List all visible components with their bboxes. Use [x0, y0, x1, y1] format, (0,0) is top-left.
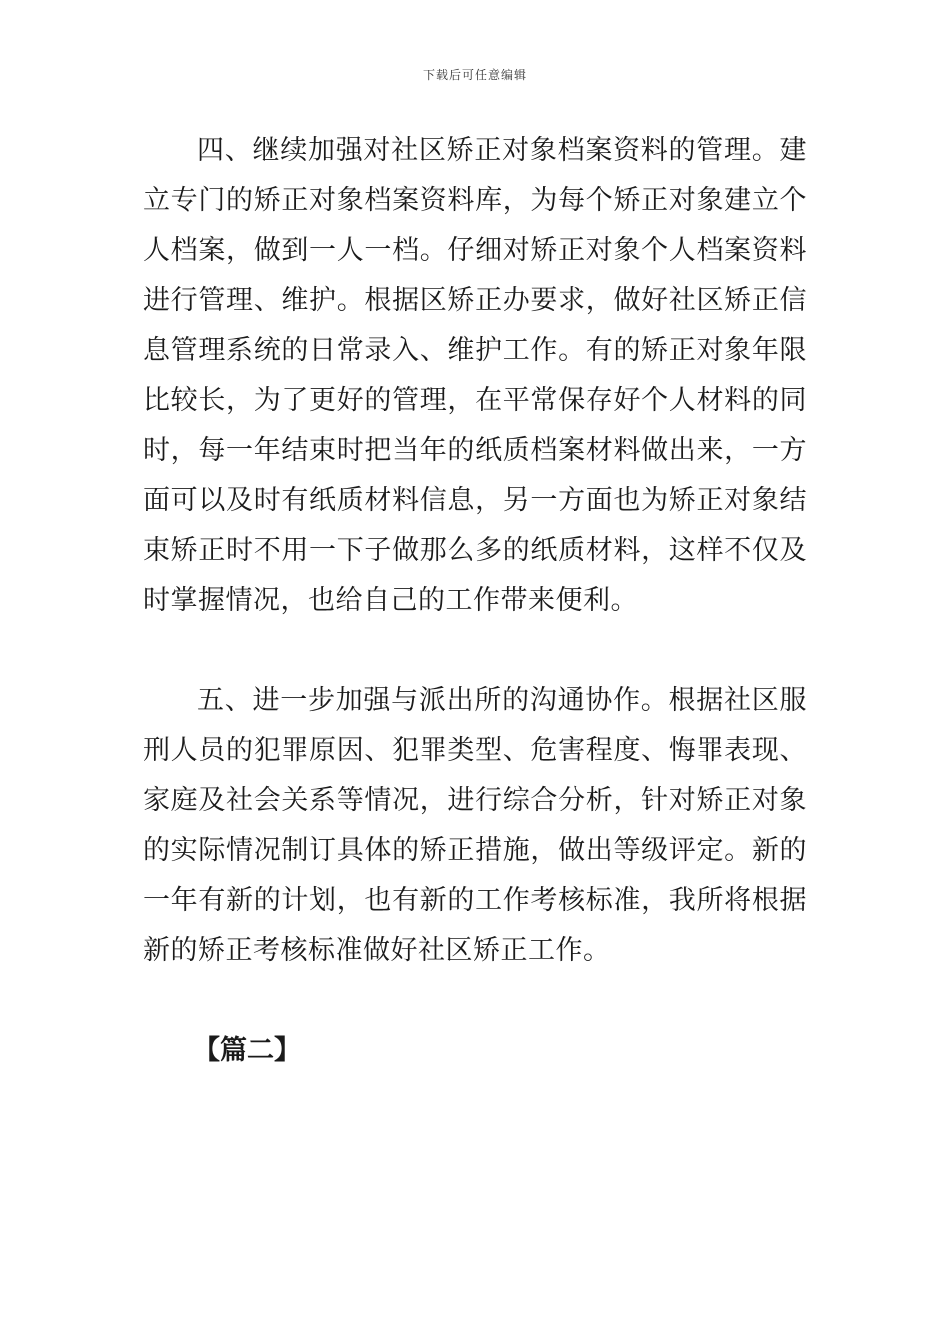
- document-body: [143, 126, 807, 1076]
- paragraph-police-cooperation: 五、进一步加强与派出所的沟通协作。根据社区服刑人员的犯罪原因、犯罪类型、危害程度、悔罪表现、家庭及社会关系等情况，进行综合分析，针对矫正对象的实际情况制订具体的矫正措施，做出等级评定。新的一年有新的计划，也有新的工作考核标准，我所将根据新的矫正考核标准做好社区矫正工作。: [143, 685, 807, 966]
- header-note: 下载后可任意编辑: [422, 68, 527, 82]
- paragraph-archive-management: 四、继续加强对社区矫正对象档案资料的管理。建立专门的矫正对象档案资料库，为每个矫正对象建立个人档案，做到一人一档。仔细对矫正对象个人档案资料进行管理、维护。根据区矫正办要求，做好社区矫正信息管理系统的日常录入、维护工作。有的矫正对象年限比较长，为了更好的管理，在平常保存好个人材料的同时，每一年结束时把当年的纸质档案材料做出来，一方面可以及时有纸质材料信息，另一方面也为矫正对象结束矫正时不用一下子做那么多的纸质材料，这样不仅及时掌握情况，也给自己的工作带来便利。: [143, 135, 807, 616]
- section-heading: 【篇二】: [193, 1035, 301, 1066]
